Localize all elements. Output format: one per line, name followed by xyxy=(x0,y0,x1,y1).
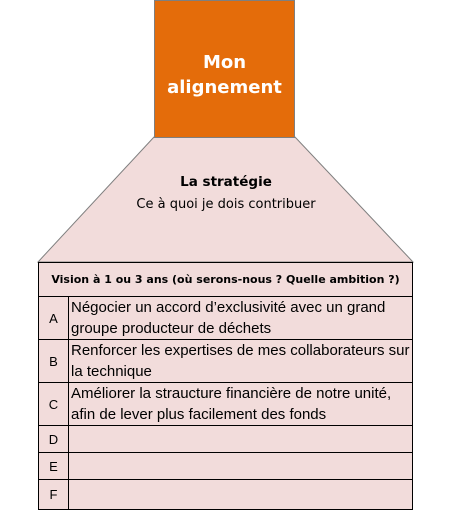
row-letter: D xyxy=(39,426,69,453)
alignment-box xyxy=(154,0,295,138)
row-text: Négocier un accord d’exclusivité avec un grand groupe producteur de déchets xyxy=(69,297,413,340)
table-row xyxy=(39,297,413,340)
table-row xyxy=(39,480,413,510)
table-row xyxy=(39,453,413,480)
row-letter: B xyxy=(39,340,69,383)
row-text: Améliorer la straucture financière de notre unité, afin de lever plus facilement des fonds xyxy=(69,383,413,426)
row-text xyxy=(69,480,413,510)
row-letter: E xyxy=(39,453,69,480)
row-letter: A xyxy=(39,297,69,340)
row-text: Renforcer les expertises de mes collaborateurs sur la technique xyxy=(69,340,413,383)
row-letter: F xyxy=(39,480,69,510)
table-row xyxy=(39,426,413,453)
strategy-subtitle: Ce à quoi je dois contribuer xyxy=(136,197,316,212)
vision-header: Vision à 1 ou 3 ans (où serons-nous ? Quelle ambition ?) xyxy=(39,263,413,297)
row-text xyxy=(69,426,413,453)
row-letter: C xyxy=(39,383,69,426)
table-row xyxy=(39,340,413,383)
row-text xyxy=(69,453,413,480)
strategy-title: La stratégie xyxy=(180,174,272,190)
vision-table xyxy=(38,262,413,510)
table-header-row xyxy=(39,263,413,297)
table-row xyxy=(39,383,413,426)
alignment-title: Mon alignement xyxy=(167,52,282,98)
